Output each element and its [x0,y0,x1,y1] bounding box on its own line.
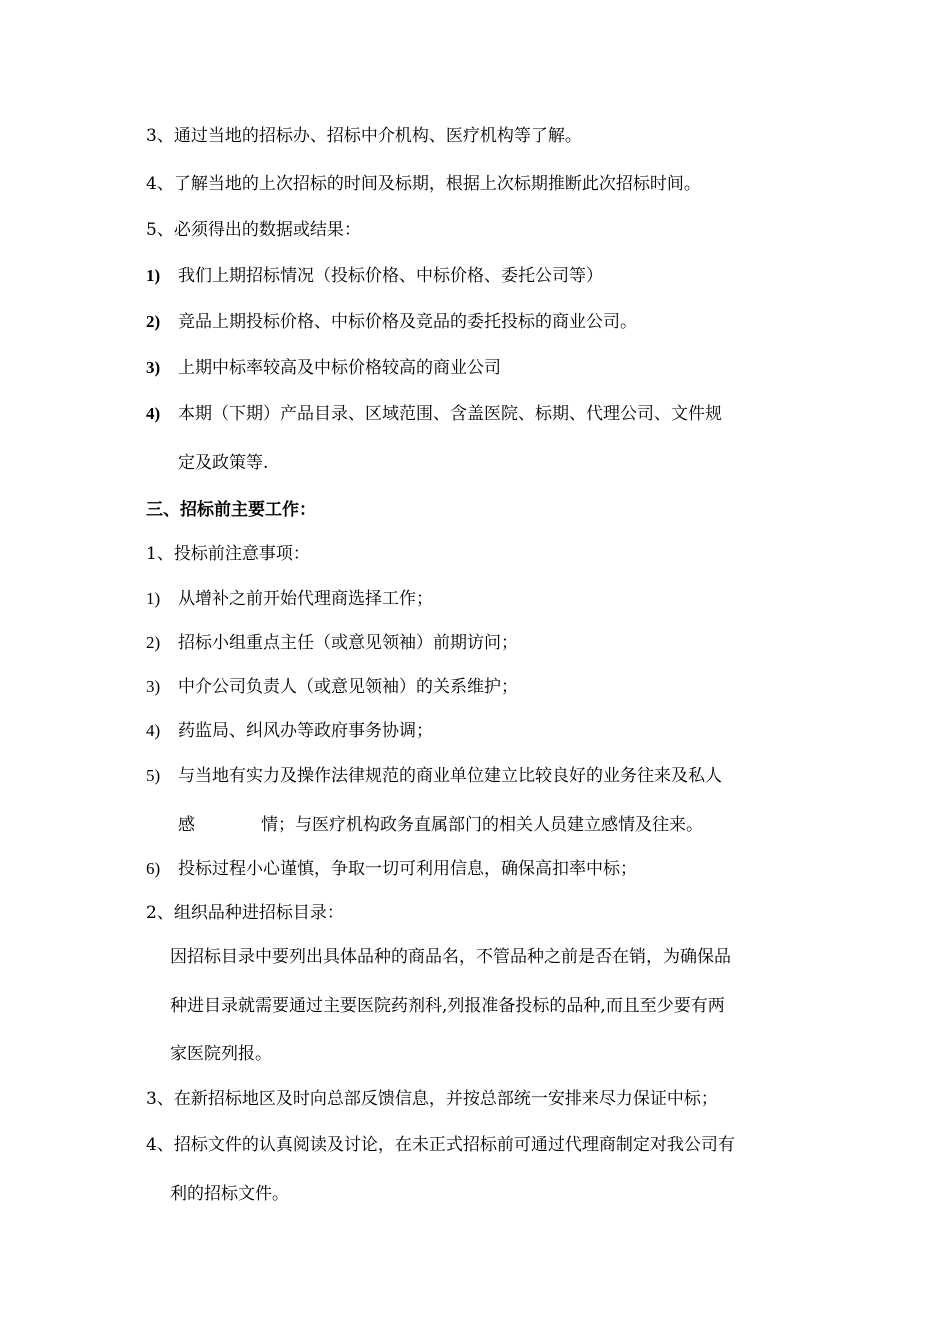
list-item [146,764,722,788]
paragraph-line [146,1133,735,1157]
paragraph-line [146,124,582,148]
list-item [146,310,637,334]
line-text: 因招标目录中要列出具体品种的商品名，不管品种之前是否在销，为确保品 [170,947,731,967]
list-item [146,631,518,655]
list-number: 1) [146,589,161,608]
paragraph-line [170,945,731,969]
line-text: 3、在新招标地区及时向总部反馈信息，并按总部统一安排来尽力保证中标； [146,1089,718,1109]
line-text-part: 感 [178,815,195,835]
line-text: 4、了解当地的上次招标的时间及标期，根据上次标期推断此次招标时间。 [146,174,701,194]
list-number: 6) [146,859,161,878]
line-text: 4、招标文件的认真阅读及讨论，在未正式招标前可通过代理商制定对我公司有 [146,1135,735,1155]
list-text: 本期（下期）产品目录、区域范围、含盖医院、标期、代理公司、文件规 [178,404,722,424]
list-item [146,719,433,743]
list-text: 与当地有实力及操作法律规范的商业单位建立比较良好的业务往来及私人 [178,766,722,786]
paragraph-line [146,172,701,196]
list-item [146,356,501,380]
list-text: 我们上期招标情况（投标价格、中标价格、委托公司等） [178,266,603,286]
paragraph-line [170,994,725,1018]
line-text: 定及政策等. [178,453,269,473]
line-text: 3、通过当地的招标办、招标中介机构、医疗机构等了解。 [146,126,582,146]
list-item [146,587,433,611]
list-text: 竞品上期投标价格、中标价格及竞品的委托投标的商业公司。 [178,312,637,332]
paragraph-line [170,1042,272,1066]
list-text: 中介公司负责人（或意见领袖）的关系维护； [178,677,518,697]
line-text: 家医院列报。 [170,1044,272,1064]
paragraph-line [146,901,344,925]
list-number: 4) [146,721,161,740]
list-text: 投标过程小心谨慎，争取一切可利用信息，确保高扣率中标； [178,859,637,879]
list-number: 3) [146,677,161,696]
paragraph-line [146,1087,718,1111]
list-text: 药监局、纠风办等政府事务协调； [178,721,433,741]
line-text: 种进目录就需要通过主要医院药剂科,列报准备投标的品种,而且至少要有两 [170,996,725,1016]
list-text: 从增补之前开始代理商选择工作； [178,589,433,609]
paragraph-line [146,218,361,242]
line-text: 1、投标前注意事项： [146,544,310,564]
list-number: 2) [146,633,161,652]
line-text-part: 情；与医疗机构政务直属部门的相关人员建立感情及往来。 [261,815,703,835]
section-heading [146,498,316,522]
paragraph-line [170,1182,289,1206]
list-number: 5) [146,766,161,785]
paragraph-line [146,542,310,566]
line-text: 利的招标文件。 [170,1184,289,1204]
list-text: 上期中标率较高及中标价格较高的商业公司 [178,358,501,378]
list-number: 4) [146,404,161,423]
list-text: 招标小组重点主任（或意见领袖）前期访问； [178,633,518,653]
list-item [146,264,603,288]
heading-text: 三、招标前主要工作： [146,500,316,520]
list-number: 3) [146,358,161,377]
list-item [146,402,722,426]
line-text: 5、必须得出的数据或结果： [146,220,361,240]
list-number: 2) [146,312,161,331]
list-item [146,675,518,699]
line-text: 2、组织品种进招标目录： [146,903,344,923]
list-continuation [178,813,703,837]
list-number: 1) [146,266,161,285]
list-item [146,857,637,881]
list-continuation [178,451,268,475]
